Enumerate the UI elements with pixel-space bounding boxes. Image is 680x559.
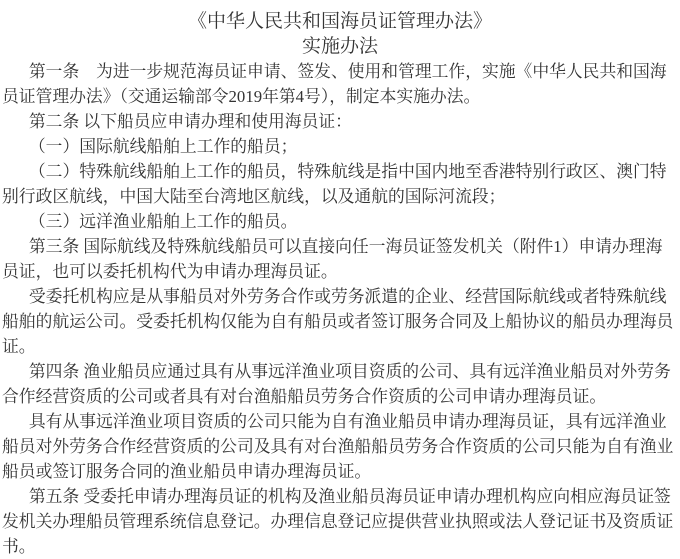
article-2: 第二条 以下船员应申请办理和使用海员证： xyxy=(28,112,352,131)
article-2-item-3: （三）远洋渔业船舶上工作的船员。 xyxy=(28,212,298,231)
document-subtitle: 实施办法 xyxy=(301,36,378,57)
article-3-paragraph-2: 受委托机构应是从事船员对外劳务合作或劳务派遣的企业、经营国际航线或者特殊航线船舶的航运公司。受委托机构仅能为自有船员或者签订服务合同及上船协议的船员办理海员证。 xyxy=(2,287,674,356)
article-2-item-1: （一）国际航线船舶上工作的船员； xyxy=(28,137,298,156)
document-title: 《中华人民共和国海员证管理办法》 xyxy=(187,11,492,32)
article-3: 第三条 国际航线及特殊航线船员可以直接向任一海员证签发机关（附件1）申请办理海员证，也可以委托机构代为申请办理海员证。 xyxy=(2,237,663,281)
article-5: 第五条 受委托申请办理海员证的机构及渔业船员海员证申请办理机构应向相应海员证签发机关办理船员管理系统信息登记。办理信息登记应提供营业执照或法人登记证书及资质证书。 xyxy=(2,487,674,556)
article-4-paragraph-2: 具有从事远洋渔业项目资质的公司只能为自有渔业船员申请办理海员证，具有远洋渔业船员对外劳务合作经营资质的公司及具有对台渔船船员劳务合作资质的公司只能为自有渔业船员或签订服务合同的渔业船员申请办理海员证。 xyxy=(2,412,674,481)
article-2-item-2: （二）特殊航线船舶上工作的船员，特殊航线是指中国内地至香港特别行政区、澳门特别行政区航线，中国大陆至台湾地区航线，以及通航的国际河流段； xyxy=(2,162,667,206)
article-4: 第四条 渔业船员应通过具有从事远洋渔业项目资质的公司、具有远洋渔业船员对外劳务合作经营资质的公司或者具有对台渔船船员劳务合作资质的公司申请办理海员证。 xyxy=(2,362,671,406)
article-1: 第一条 为进一步规范海员证申请、签发、使用和管理工作，实施《中华人民共和国海员证管理办法》（交通运输部令2019年第4号），制定本实施办法。 xyxy=(2,62,667,106)
